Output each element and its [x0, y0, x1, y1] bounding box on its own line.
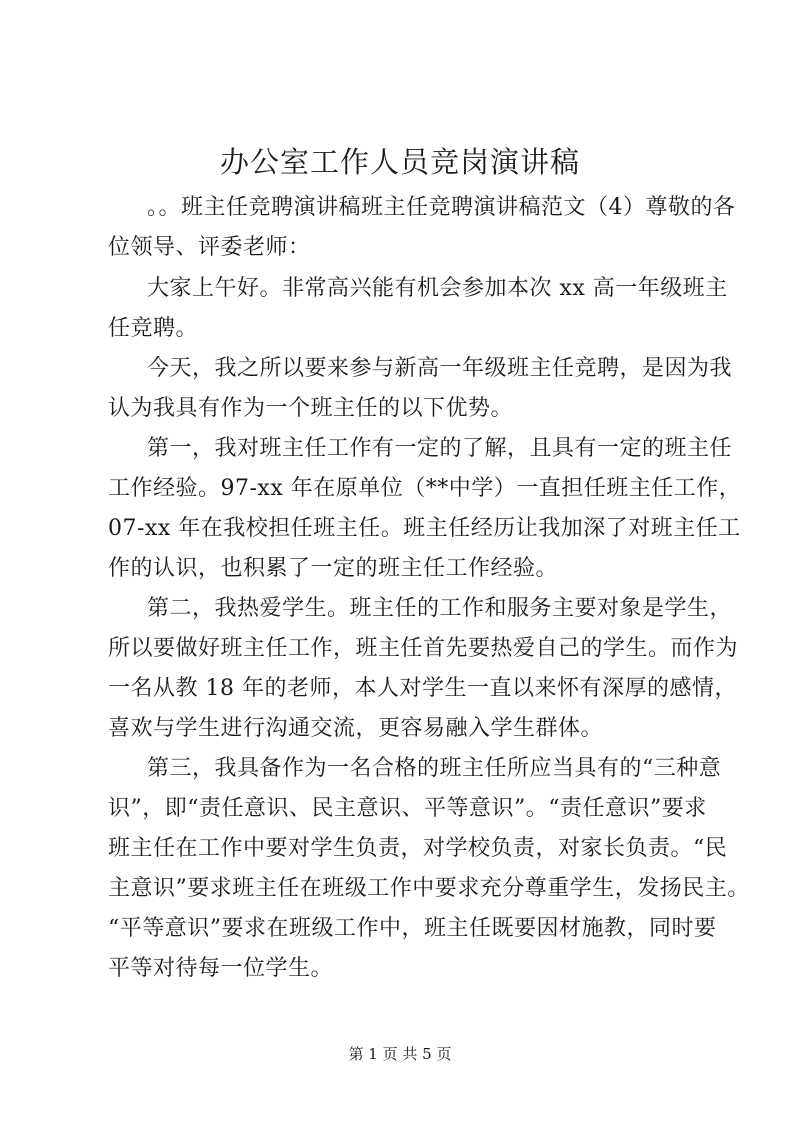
text-line: 喜欢与学生进行沟通交流，更容易融入学生群体。 [108, 716, 604, 741]
text-line: “平等意识”要求在班级工作中，班主任既要因材施教，同时要 [108, 916, 717, 941]
text-line: 第一，我对班主任工作有一定的了解，且具有一定的班主任 [147, 436, 733, 461]
text-line: 识”，即“责任意识、民主意识、平等意识”。“责任意识”要求 [108, 796, 707, 821]
document-title: 办公室工作人员竞岗演讲稿 [219, 145, 580, 179]
text-line: 任竞聘。 [108, 316, 199, 341]
text-line: 07-xx 年在我校担任班主任。班主任经历让我加深了对班主任工 [108, 516, 741, 541]
text-line: 认为我具有作为一个班主任的以下优势。 [108, 396, 514, 421]
text-line: 第二，我热爱学生。班主任的工作和服务主要对象是学生， [147, 596, 733, 621]
text-line: 所以要做好班主任工作，班主任首先要热爱自己的学生。而作为 [108, 636, 739, 661]
text-line: 作的认识，也积累了一定的班主任工作经验。 [108, 556, 559, 581]
text-line: 第三，我具备作为一名合格的班主任所应当具有的“三种意 [147, 756, 722, 781]
text-line: 位领导、评委老师： [108, 235, 311, 260]
text-line: 今天，我之所以要来参与新高一年级班主任竞聘，是因为我 [147, 356, 733, 381]
text-line: 平等对待每一位学生。 [108, 956, 334, 981]
text-line: 大家上午好。非常高兴能有机会参加本次 xx 高一年级班主 [147, 276, 728, 301]
text-line: 主意识”要求班主任在班级工作中要求充分尊重学生，发扬民主。 [108, 876, 750, 901]
text-line: 班主任在工作中要对学生负责，对学校负责，对家长负责。“民 [108, 836, 728, 861]
text-line: 。。班主任竞聘演讲稿班主任竞聘演讲稿范文（4）尊敬的各 [147, 195, 736, 220]
page-footer: 第 1 页 共 5 页 [348, 1045, 452, 1063]
text-line: 一名从教 18 年的老师，本人对学生一直以来怀有深厚的感情， [108, 676, 737, 701]
text-line: 工作经验。97-xx 年在原单位（**中学）一直担任班主任工作， [108, 476, 742, 501]
